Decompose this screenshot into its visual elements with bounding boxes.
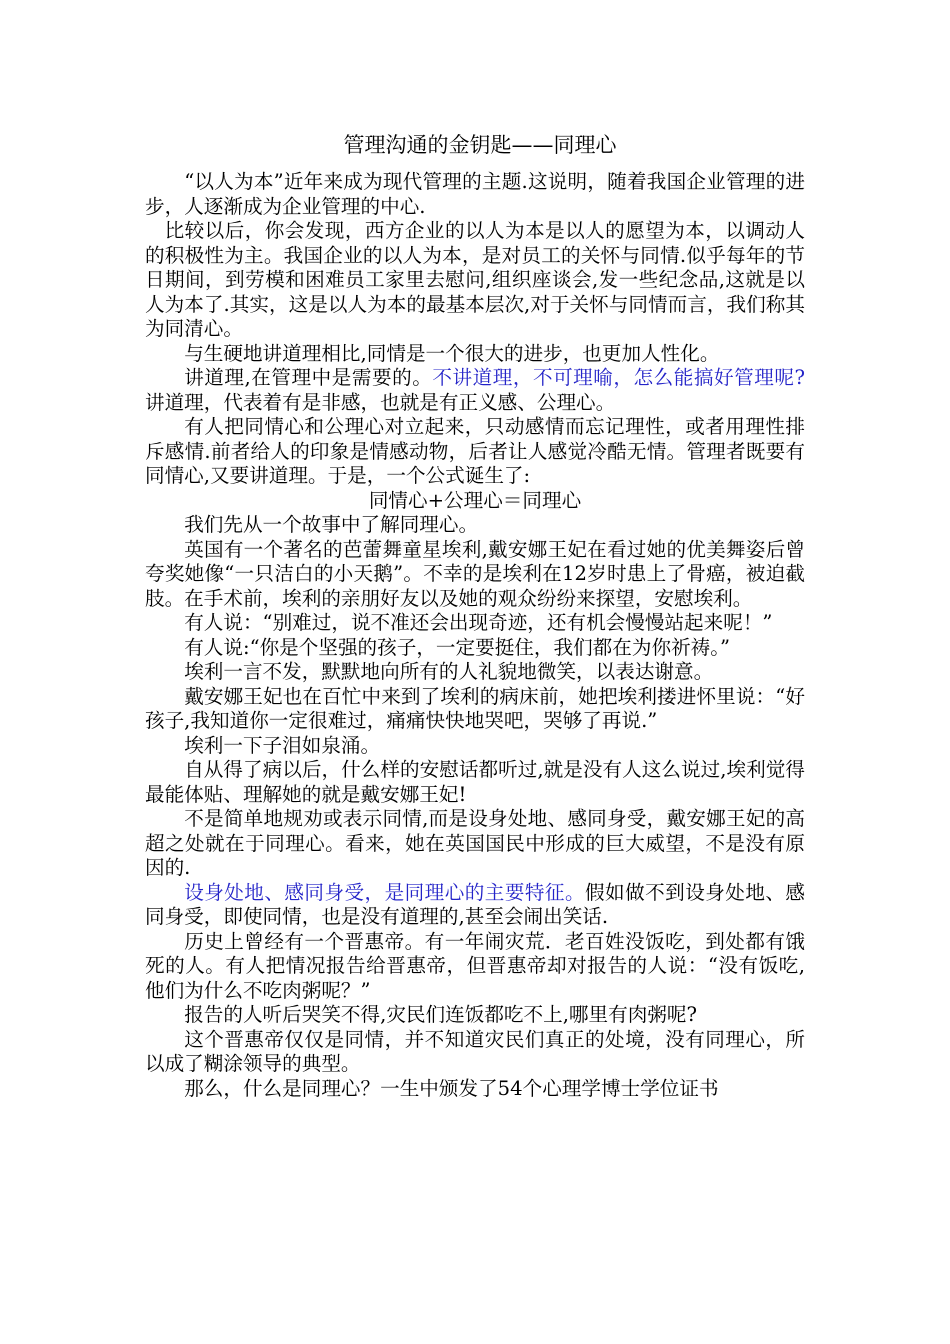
- paragraph: 报告的人听后哭笑不得,灾民们连饭都吃不上,哪里有肉粥呢?: [184, 1003, 697, 1026]
- paragraph: 我们先从一个故事中了解同理心。: [184, 513, 479, 536]
- paragraph: 有人说：“别难过，说不准还会出现奇迹，还有机会慢慢站起来呢！”: [184, 611, 773, 634]
- paragraph: “以人为本”近年来成为现代管理的主题.这说明，随着我国企业管理的进步，人逐渐成为企业管理的中心.: [145, 170, 805, 218]
- paragraph: 自从得了病以后，什么样的安慰话都听过,就是没有人这么说过,埃利觉得最能体贴、理解她的就是戴安娜王妃!: [145, 758, 805, 806]
- paragraph: 埃利一下子泪如泉涌。: [184, 733, 381, 757]
- paragraph: 埃利一言不发，默默地向所有的人礼貌地微笑，以表达谢意。: [184, 660, 714, 683]
- paragraph: 这个晋惠帝仅仅是同情，并不知道灾民们真正的处境，没有同理心，所以成了糊涂领导的典型。: [145, 1027, 805, 1075]
- paragraph: 英国有一个著名的芭蕾舞童星埃利,戴安娜王妃在看过她的优美舞姿后曾夸奖她像“一只洁白的小天鹅”。不幸的是埃利在12岁时患上了骨癌，被迫截肢。在手术前，埃利的亲朋好友以及她的观众纷纷来探望，安慰埃利。: [145, 537, 805, 610]
- paragraph: [145, 366, 805, 415]
- highlighted-text: 不讲道理，不可理喻，怎么能搞好管理呢?: [432, 366, 805, 389]
- document-page: [145, 132, 805, 1101]
- highlighted-text: 设身处地、感同身受，是同理心的主要特征。: [184, 880, 585, 904]
- formula-line: 同情心+公理心＝同理心: [368, 488, 582, 512]
- paragraph: [145, 881, 805, 930]
- paragraph: 比较以后，你会发现，西方企业的以人为本是以人的愿望为本，以调动人的积极性为主。我国企业的以人为本，是对员工的关怀与同情.似乎每年的节日期间，到劳模和困难员工家里去慰问,组织座谈会,发一些纪念品,这就是以人为本了.其实，这是以人为本的最基本层次,对于关怀与同情而言，我们称其为同清心。: [145, 219, 805, 340]
- paragraph: 有人说:“你是个坚强的孩子，一定要挺住，我们都在为你祈祷。”: [184, 635, 731, 659]
- paragraph: 戴安娜王妃也在百忙中来到了埃利的病床前，她把埃利搂进怀里说：“好孩子,我知道你一定很难过，痛痛快快地哭吧，哭够了再说.”: [145, 684, 805, 732]
- paragraph: 与生硬地讲道理相比,同情是一个很大的进步，也更加人性化。: [184, 341, 720, 365]
- document-title: 管理沟通的金钥匙——同理心: [343, 133, 617, 157]
- paragraph: 那么，什么是同理心？一生中颁发了54个心理学博士学位证书: [184, 1076, 719, 1100]
- paragraph: 有人把同情心和公理心对立起来，只动感情而忘记理性，或者用理性排斥感情.前者给人的印象是情感动物，后者让人感觉冷酷无情。管理者既要有同情心,又要讲道理。于是，一个公式诞生了:: [145, 415, 805, 487]
- paragraph: 不是简单地规劝或表示同情,而是设身处地、感同身受，戴安娜王妃的高超之处就在于同理心。看来，她在英国国民中形成的巨大威望，不是没有原因的.: [145, 807, 805, 879]
- paragraph-text: 讲道理，代表着有是非感，也就是有正义感、公理心。: [145, 390, 616, 414]
- paragraph: 历史上曾经有一个晋惠帝。有一年闹灾荒．老百姓没饭吃，到处都有饿死的人。有人把情况报告给晋惠帝，但晋惠帝却对报告的人说：“没有饭吃,他们为什么不吃肉粥呢？”: [145, 929, 805, 1002]
- paragraph-text: 讲道理,在管理中是需要的。: [184, 366, 433, 389]
- paragraph-text: 假如做不到设身处地、感同身受，即使同情，也是没有道理的,甚至会闹出笑话.: [145, 880, 805, 928]
